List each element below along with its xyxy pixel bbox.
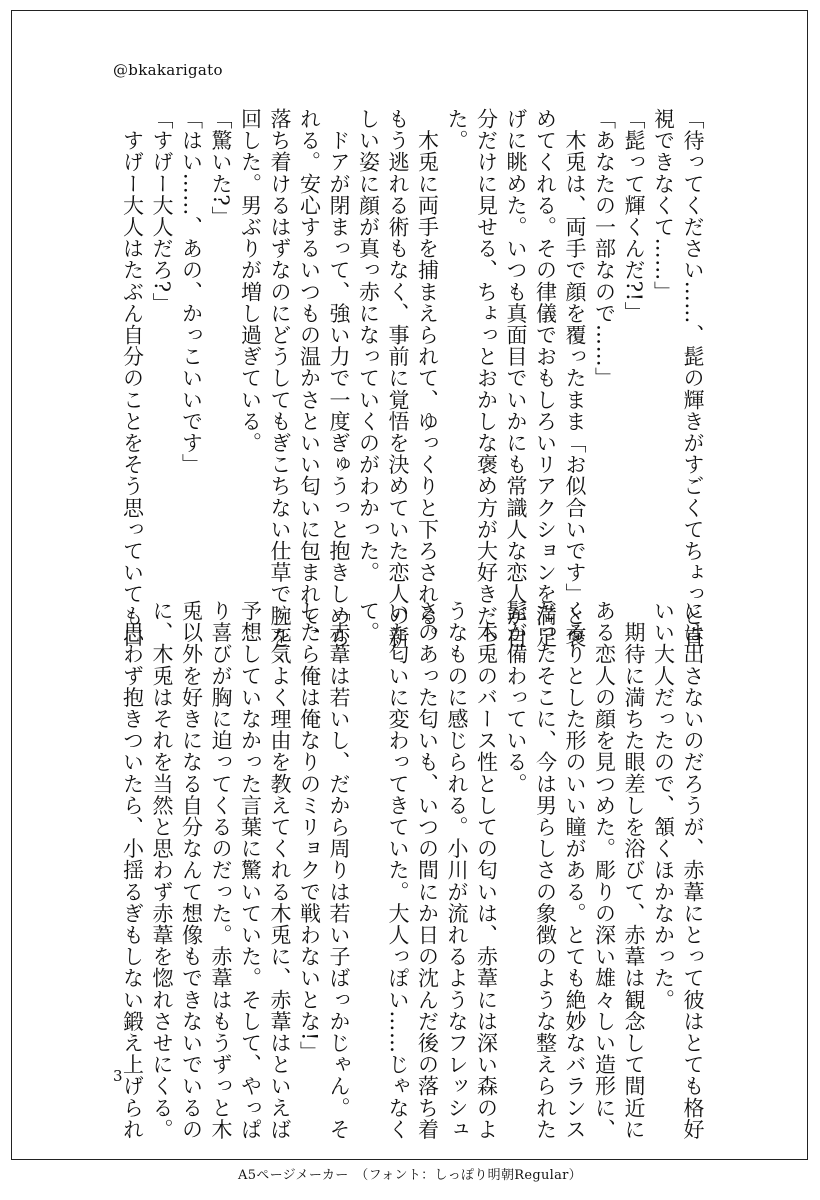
text-line: 元気よく理由を教えてくれる木兎に、赤葦はといえば (268, 600, 292, 1140)
text-line: もう逃れる術もなく、事前に覚悟を決めていた恋人の新 (386, 108, 410, 648)
text-line: 分だけに見せる、ちょっとおかしな褒め方が大好きだっ (474, 108, 499, 648)
text-line: くるりとした形のいい瞳がある。とても絶妙なバランス (563, 600, 587, 1140)
text-line: には出さないのだろうが、赤葦にとって彼はとても格好 (681, 600, 705, 1140)
text-line: めてくれる。その律儀でおもしろいリアクションを満足 (533, 108, 558, 648)
text-block-bottom (117, 600, 707, 1140)
text-line: 予想していなかった言葉に驚いていた。そして、やっぱ (238, 600, 263, 1140)
text-line: ドアが閉まって、強い力で一度ぎゅうっと抱きしめら (327, 108, 351, 648)
text-line: すげー大人はたぶん自分のことをそう思っていても口 (120, 108, 145, 648)
text-line: れる。安心するいつもの温かさといい匂いに包まれて、 (297, 108, 322, 648)
text-block-top (117, 108, 707, 648)
text-line: 木兎のバース性としての匂いは、赤葦には深い森のよ (474, 600, 499, 1140)
text-line: 視できなくて……」 (651, 108, 676, 303)
text-line: げに眺めた。いつも真面目でいかにも常識人な恋人が自 (504, 108, 528, 648)
text-line: り喜びが胸に迫ってくるのだった。赤葦はもうずっと木 (209, 600, 233, 1140)
text-line: 落ち着けるはずなのにどうしてもぎこちない仕草で腕を (268, 108, 292, 648)
text-line: 「あなたの一部なので……」 (592, 108, 617, 389)
text-line: 思わず抱きついたら、小揺るぎもしない鍛え上げられ (120, 600, 145, 1140)
text-line: て。 (356, 600, 381, 644)
text-line: 髭が備わっている。 (504, 600, 528, 795)
text-line: 「赤葦は若いし、だから周りは若い子ばっかじゃん。そ (327, 600, 351, 1140)
text-line: 「驚いた?」 (209, 108, 233, 228)
page-number: 3 (113, 1067, 123, 1085)
text-line: 「はい……、あの、かっこいいです」 (179, 108, 204, 476)
text-line: 「すげー大人だろ?」 (150, 108, 174, 315)
text-line: しい姿に顔が真っ赤になっていくのがわかった。 (356, 108, 381, 584)
text-line: 兎以外を好きになる自分なんて想像もできないでいるの (179, 600, 204, 1140)
text-line: だったそこに、今は男らしさの象徴のような整えられた (533, 600, 558, 1140)
text-line: うなものに感じられる。小川が流れるようなフレッシュ (445, 600, 469, 1140)
text-line: 「待ってください……、髭の輝きがすごくてちょっと直 (681, 108, 705, 648)
text-line: さのあった匂いも、いつの間にか日の沈んだ後の落ち着 (415, 600, 440, 1140)
text-line: 木兎に両手を捕まえられて、ゆっくりと下ろされる。 (415, 108, 440, 648)
author-handle: @bkakarigato (113, 61, 223, 79)
text-line: 「髭って輝くんだ?!」 (622, 108, 646, 324)
text-line: た。 (445, 108, 469, 152)
text-line: いい大人だったので、頷くほかなかった。 (651, 600, 676, 1011)
text-line: に、木兎はそれを当然と思わず赤葦を惚れさせにくる。 (150, 600, 174, 1140)
text-line: 木兎は、両手で顔を覆ったまま「お似合いです」と褒 (563, 108, 587, 648)
text-line: 期待に満ちた眼差しを浴びて、赤葦は観念して間近に (622, 600, 646, 1140)
footer-caption: A5ページメーカー （フォント：しっぽり明朝Regular） (238, 1168, 582, 1183)
text-line: ある恋人の顔を見つめた。彫りの深い雄々しい造形に、 (592, 600, 617, 1140)
text-line: 回した。男ぶりが増し過ぎている。 (238, 108, 263, 454)
text-line: したら俺は俺なりのミリョクで戦わないとな!」 (297, 600, 322, 1063)
text-line: いた匂いに変わってきていた。大人っぽい……じゃなく (386, 600, 410, 1140)
